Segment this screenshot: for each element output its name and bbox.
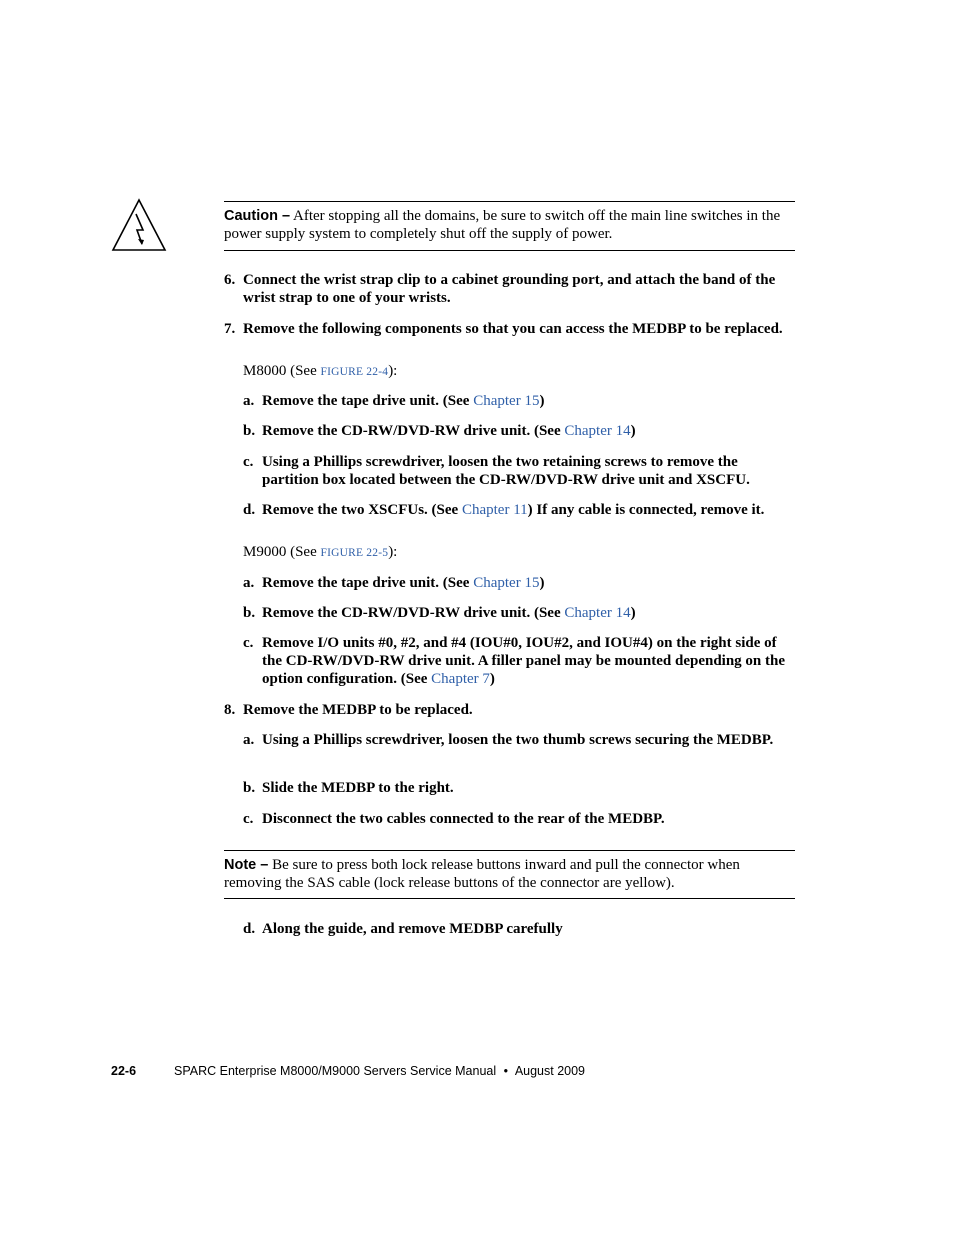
figure-22-4-link[interactable]: FIGURE 22-4 — [320, 366, 389, 378]
m8000-substep-b — [243, 422, 795, 440]
substep-letter: a. — [243, 393, 255, 409]
step-number: 8. — [224, 702, 236, 718]
m9000-substep-b — [243, 604, 795, 622]
caution-label: Caution – — [224, 208, 291, 224]
electrical-hazard-icon — [111, 198, 167, 252]
substep-end: ) — [539, 393, 545, 409]
note-text: Be sure to press both lock release buttons inward and pull the connector when removing the SAS cable (lock release buttons of the connector are yellow). — [224, 857, 740, 891]
chapter-7-link[interactable]: Chapter 7 — [431, 671, 490, 687]
substep-letter: c. — [243, 635, 254, 651]
step-8-substep-c — [243, 810, 795, 828]
caution-bottom-rule — [224, 250, 795, 251]
substep-letter: d. — [243, 502, 256, 518]
substep-text: Using a Phillips screwdriver, loosen the two retaining screws to remove the partition box located between the CD-RW/DVD-RW drive unit and XSCFU. — [262, 454, 750, 488]
step-6 — [224, 271, 795, 307]
step-8-substep-a — [243, 731, 795, 749]
m8000-suffix: ): — [388, 363, 398, 379]
step-8 — [224, 701, 795, 719]
substep-letter: a. — [243, 575, 255, 591]
substep-letter: b. — [243, 605, 256, 621]
note-block — [224, 856, 795, 892]
manual-title: SPARC Enterprise M8000/M9000 Servers Service Manual — [174, 1064, 497, 1078]
substep-end: ) — [489, 671, 495, 687]
substep-text: Remove the two XSCFUs. (See — [262, 502, 462, 518]
m9000-heading — [243, 543, 397, 562]
chapter-15-link[interactable]: Chapter 15 — [473, 393, 540, 409]
step-number: 7. — [224, 321, 236, 337]
caution-block — [224, 207, 795, 243]
m8000-heading — [243, 362, 397, 381]
substep-text: Remove the tape drive unit. (See — [262, 393, 474, 409]
chapter-14-link[interactable]: Chapter 14 — [564, 605, 631, 621]
step-text: Remove the following components so that you can access the MEDBP to be replaced. — [243, 321, 783, 337]
step-number: 6. — [224, 272, 236, 288]
substep-end: ) If any cable is connected, remove it. — [527, 502, 765, 518]
note-top-rule — [224, 850, 795, 851]
m9000-suffix: ): — [388, 544, 398, 560]
m8000-substep-a — [243, 392, 795, 410]
substep-text: Using a Phillips screwdriver, loosen the two thumb screws securing the MEDBP. — [262, 732, 774, 748]
m8000-substep-c — [243, 453, 795, 489]
m9000-substep-c — [243, 634, 795, 688]
substep-letter: a. — [243, 732, 255, 748]
substep-text: Remove the CD-RW/DVD-RW drive unit. (See — [262, 423, 565, 439]
substep-letter: c. — [243, 811, 254, 827]
substep-letter: c. — [243, 454, 254, 470]
substep-letter: d. — [243, 921, 256, 937]
caution-top-rule — [224, 201, 795, 202]
substep-text: Remove I/O units #0, #2, and #4 (IOU#0, IOU#2, and IOU#4) on the right side of the CD-RW/DVD-RW drive unit. A filler panel may be mounted depending on the option configuration. (See — [262, 635, 786, 687]
substep-text: Slide the MEDBP to the right. — [262, 780, 454, 796]
chapter-14-link[interactable]: Chapter 14 — [564, 423, 631, 439]
substep-letter: b. — [243, 423, 256, 439]
figure-22-5-link[interactable]: FIGURE 22-5 — [320, 547, 389, 559]
step-8-substep-b — [243, 779, 795, 797]
m9000-prefix: M9000 (See — [243, 544, 321, 560]
caution-text: After stopping all the domains, be sure to switch off the main line switches in the power supply system to completely shut off the supply of power. — [224, 208, 781, 242]
substep-text: Remove the CD-RW/DVD-RW drive unit. (See — [262, 605, 565, 621]
substep-letter: b. — [243, 780, 256, 796]
chapter-11-link[interactable]: Chapter 11 — [461, 502, 528, 518]
substep-text: Remove the tape drive unit. (See — [262, 575, 474, 591]
chapter-15-link[interactable]: Chapter 15 — [473, 575, 540, 591]
m8000-prefix: M8000 (See — [243, 363, 321, 379]
substep-text: Disconnect the two cables connected to the rear of the MEDBP. — [262, 811, 665, 827]
substep-end: ) — [630, 605, 636, 621]
substep-end: ) — [539, 575, 545, 591]
m9000-substep-a — [243, 574, 795, 592]
step-7 — [224, 320, 795, 338]
step-text: Remove the MEDBP to be replaced. — [243, 702, 473, 718]
m8000-substep-d — [243, 501, 795, 519]
footer-bullet: • — [503, 1064, 509, 1078]
footer-title — [174, 1064, 585, 1078]
note-bottom-rule — [224, 898, 795, 899]
page-number: 22-6 — [111, 1064, 137, 1078]
step-8-substep-d — [243, 920, 795, 938]
step-text: Connect the wrist strap clip to a cabinet grounding port, and attach the band of the wrist strap to one of your wrists. — [243, 272, 776, 306]
publication-date: August 2009 — [514, 1064, 586, 1078]
substep-end: ) — [630, 423, 636, 439]
substep-text: Along the guide, and remove MEDBP carefully — [262, 921, 563, 937]
note-label: Note – — [224, 857, 269, 873]
